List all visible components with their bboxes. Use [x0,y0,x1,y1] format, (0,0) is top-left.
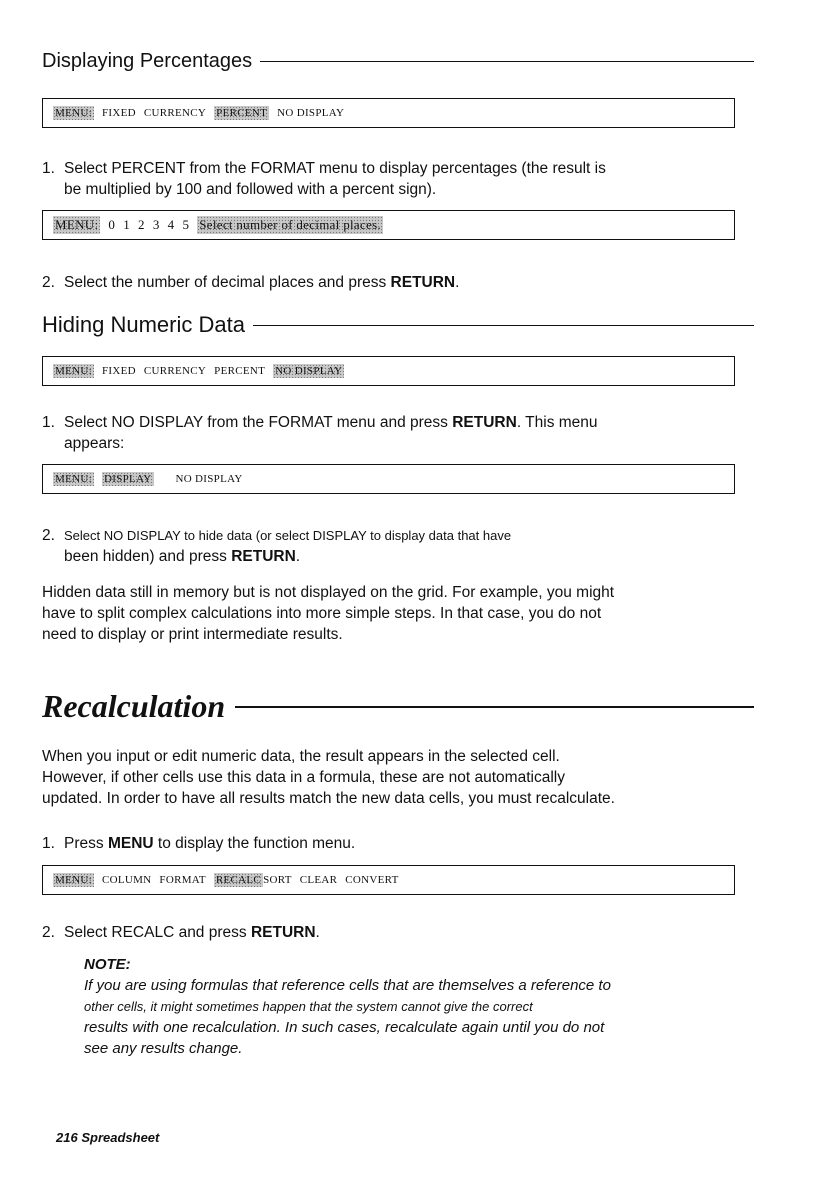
digit-4: 4 [167,217,175,232]
menu-prefix: MENU: [55,874,92,886]
menu-box-function [42,865,735,895]
key-return: RETURN [231,548,296,565]
page-footer [56,1130,159,1145]
heading-rule [235,706,754,708]
note-block: NOTE: If you are using formulas that reference cells that are themselves a reference to other cells, it might sometimes happen that the system cannot give the correct results with one recalculation. In such cases, recalculate again until you do not see any results change. [84,954,764,1059]
step-hide-2: 2. Select NO DISPLAY to hide data (or select DISPLAY to display data that have been hidden) and press RETURN. [42,527,512,565]
menu-item-currency: CURRENCY [143,365,207,377]
heading-rule [253,325,754,326]
digit-3: 3 [152,217,160,232]
heading-rule [260,61,754,62]
menu-prefix: MENU: [55,365,92,377]
page-number: 216 [56,1130,78,1145]
step-recalc-1: 1. Press MENU to display the function menu. [42,835,356,852]
menu-item-no-display: NO DISPLAY [275,365,343,377]
menu-item-no-display: NO DISPLAY [175,473,243,485]
heading-text: Displaying Percentages [42,50,253,72]
menu-item-currency: CURRENCY [143,107,207,119]
key-return: RETURN [452,414,517,431]
heading-text: Recalculation [42,688,226,724]
menu-item-convert: CONVERT [345,874,399,886]
digit-0: 0 [108,217,116,232]
menu-prefix: MENU: [55,217,99,232]
step-percent-2: 2. Select the number of decimal places and press RETURN. [42,274,460,291]
key-return: RETURN [250,924,316,941]
menu-item-percent: PERCENT [214,365,266,377]
menu-item-format: FORMAT [159,874,206,886]
menu-item-no-display: NO DISPLAY [277,107,345,119]
digit-2: 2 [138,217,145,232]
menu-item-display: DISPLAY [103,473,152,485]
paragraph-hidden-data: Hidden data still in memory but is not displayed on the grid. For example, you might have to split complex calculations into more simple steps. In that case, you do not need to display or print intermediate results. [42,584,615,643]
step-percent-1: 1. Select PERCENT from the FORMAT menu to display percentages (the result is be multiplied by 100 and followed with a percent sign). [42,160,606,198]
heading-hiding-numeric-data [42,312,754,338]
menu-item-percent: PERCENT [216,107,268,119]
menu-item-clear: CLEAR [299,874,338,886]
decimal-prompt: Select number of decimal places. [199,217,382,232]
paragraph-recalculation: When you input or edit numeric data, the result appears in the selected cell. However, if other cells use this data in a formula, these are not automatically updated. In order to have all results match the new data cells, you must recalculate. [42,748,615,807]
menu-item-fixed: FIXED [101,365,136,377]
menu-item-fixed: FIXED [101,107,136,119]
key-return: RETURN [390,274,456,291]
step-hide-1: 1. Select NO DISPLAY from the FORMAT menu and press RETURN. This menu appears: [42,414,598,452]
menu-item-recalc: RECALC [215,874,262,886]
menu-prefix: MENU: [55,473,92,485]
menu-prefix: MENU: [55,107,92,119]
footer-title: Spreadsheet [81,1130,160,1145]
key-menu: MENU [107,835,154,852]
heading-displaying-percentages [42,50,754,73]
digit-5: 5 [182,217,190,232]
heading-text: Hiding Numeric Data [42,312,245,337]
menu-item-sort: SORT [263,874,292,886]
menu-box-display [42,464,735,494]
menu-item-column: COLUMN [101,874,152,886]
menu-box-decimal-places [42,210,735,240]
digit-1: 1 [123,217,131,232]
heading-recalculation [42,688,754,725]
menu-box-format [42,98,735,128]
note-title: NOTE: [84,956,131,973]
step-recalc-2: 2. Select RECALC and press RETURN. [42,924,320,941]
menu-box-format-hide [42,356,735,386]
